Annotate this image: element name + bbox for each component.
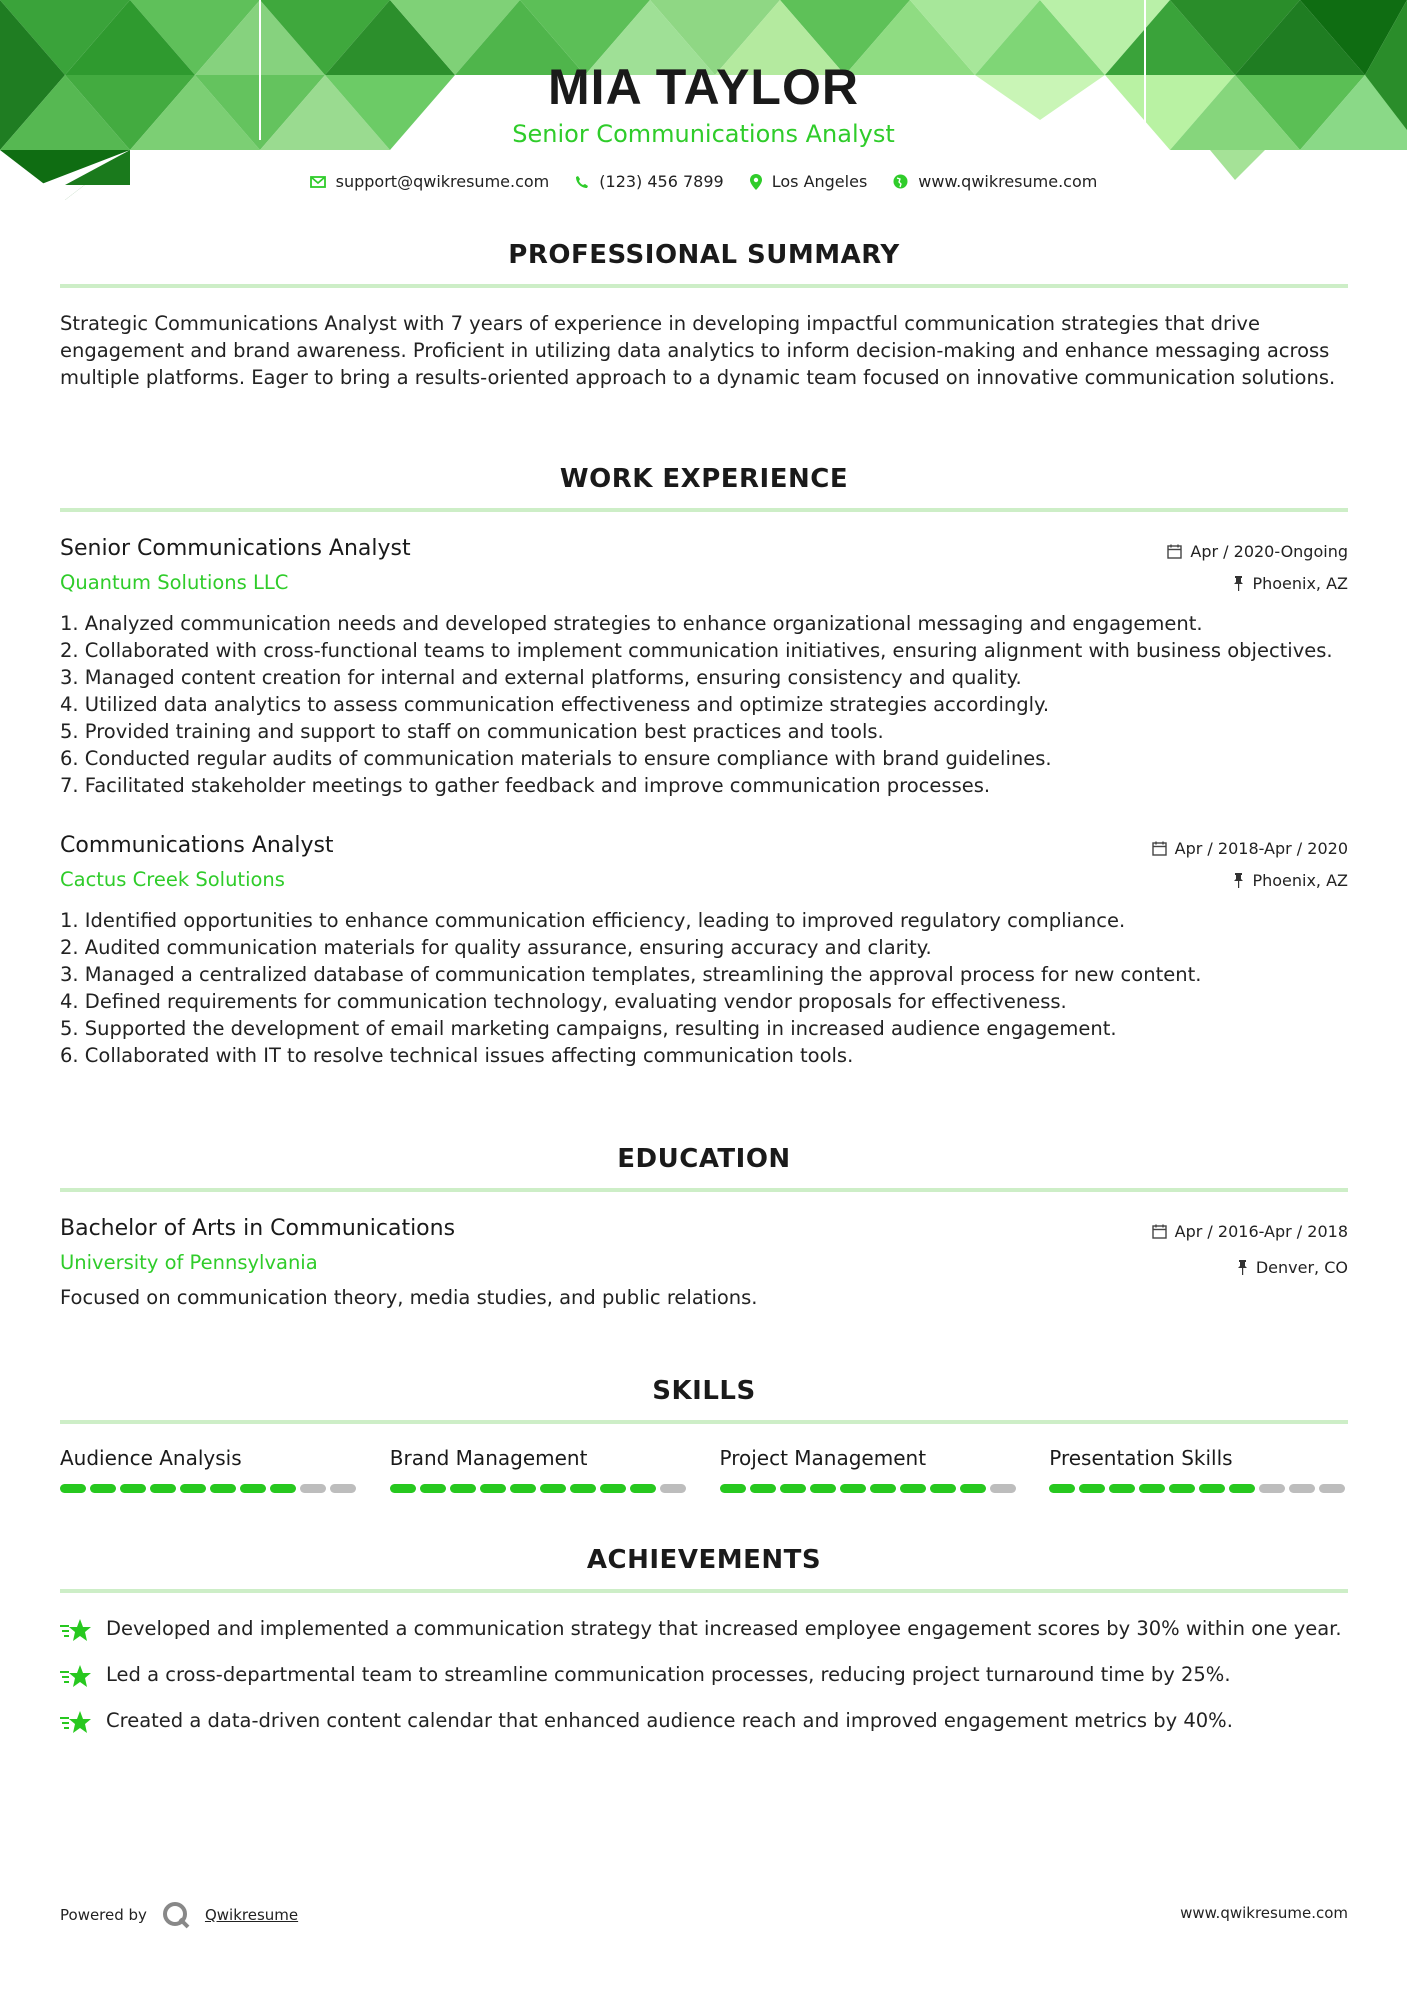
powered-by-label: Powered by	[60, 1906, 147, 1924]
rating-dot-filled	[270, 1484, 296, 1493]
footer-website[interactable]: www.qwikresume.com	[1180, 1904, 1348, 1922]
rating-dot-empty	[990, 1484, 1016, 1493]
rating-dot-filled	[930, 1484, 956, 1493]
achievements-list	[60, 1617, 1348, 1735]
rating-dot-filled	[810, 1484, 836, 1493]
skill-item	[390, 1446, 689, 1493]
list-item: 7. Facilitated stakeholder meetings to gather feedback and improve communication processes.	[60, 774, 991, 797]
star-icon	[60, 1617, 92, 1643]
achievement-item	[60, 1709, 1348, 1735]
degree-title: Bachelor of Arts in Communications	[60, 1216, 456, 1241]
rating-dot-empty	[1259, 1484, 1285, 1493]
phone-text: (123) 456 7899	[599, 172, 724, 191]
school-name: University of Pennsylvania	[60, 1251, 318, 1274]
calendar-icon	[1167, 544, 1182, 559]
job-entry	[60, 536, 1348, 799]
skill-rating	[390, 1484, 689, 1493]
rating-dot-filled	[570, 1484, 596, 1493]
pushpin-icon	[1237, 1260, 1248, 1275]
job-dates	[1167, 542, 1348, 561]
section-title: SKILLS	[652, 1376, 756, 1406]
contact-phone[interactable]	[575, 172, 723, 191]
section-title: EDUCATION	[617, 1144, 791, 1174]
candidate-role: Senior Communications Analyst	[512, 120, 895, 148]
rating-dot-filled	[1199, 1484, 1225, 1493]
list-item: 2. Collaborated with cross-functional teams to implement communication initiatives, ensuring alignment with business objectives.	[60, 639, 1333, 662]
section-divider	[60, 1589, 1348, 1593]
rating-dot-filled	[1229, 1484, 1255, 1493]
list-item: 6. Conducted regular audits of communication materials to ensure compliance with brand guidelines.	[60, 747, 1052, 770]
list-item: 2. Audited communication materials for quality assurance, ensuring accuracy and clarity.	[60, 936, 932, 959]
star-icon	[60, 1709, 92, 1735]
education-section	[60, 1144, 1348, 1309]
rating-dot-filled	[120, 1484, 146, 1493]
list-item: 6. Collaborated with IT to resolve technical issues affecting communication tools.	[60, 1044, 854, 1067]
achievement-item	[60, 1663, 1348, 1689]
education-description: Focused on communication theory, media studies, and public relations.	[60, 1286, 758, 1309]
contact-email[interactable]	[310, 172, 550, 191]
achievements-section	[60, 1545, 1348, 1735]
summary-section	[60, 240, 1348, 391]
rating-dot-filled	[630, 1484, 656, 1493]
company-name: Cactus Creek Solutions	[60, 868, 285, 891]
rating-dot-filled	[420, 1484, 446, 1493]
contact-website[interactable]	[893, 172, 1097, 191]
qwikresume-link[interactable]: Qwikresume	[204, 1906, 299, 1924]
skill-rating	[60, 1484, 359, 1493]
section-title: WORK EXPERIENCE	[559, 464, 849, 494]
rating-dot-filled	[840, 1484, 866, 1493]
job-dates	[1152, 839, 1348, 858]
rating-dot-filled	[510, 1484, 536, 1493]
calendar-icon	[1152, 841, 1167, 856]
rating-dot-empty	[300, 1484, 326, 1493]
job-entry	[60, 833, 1348, 1069]
achievement-text: Created a data-driven content calendar that enhanced audience reach and improved engagement metrics by 40%.	[106, 1709, 1233, 1732]
achievement-text: Led a cross-departmental team to streamline communication processes, reducing project turnaround time by 25%.	[106, 1663, 1231, 1686]
section-divider	[60, 1420, 1348, 1424]
rating-dot-filled	[240, 1484, 266, 1493]
job-bullets	[60, 907, 1348, 1069]
rating-dot-filled	[1139, 1484, 1165, 1493]
rating-dot-empty	[1289, 1484, 1315, 1493]
rating-dot-filled	[90, 1484, 116, 1493]
job-location	[1233, 574, 1348, 593]
rating-dot-filled	[780, 1484, 806, 1493]
education-location-text: Denver, CO	[1255, 1258, 1348, 1277]
map-pin-icon	[750, 174, 762, 190]
job-bullets	[60, 610, 1348, 799]
contact-location	[750, 172, 868, 191]
rating-dot-empty	[330, 1484, 356, 1493]
rating-dot-filled	[1049, 1484, 1075, 1493]
skills-section	[60, 1376, 1348, 1493]
skill-item	[720, 1446, 1019, 1493]
job-title: Communications Analyst	[60, 833, 334, 858]
section-title: PROFESSIONAL SUMMARY	[508, 240, 900, 270]
skill-name: Audience Analysis	[60, 1446, 242, 1470]
rating-dot-empty	[1319, 1484, 1345, 1493]
email-text: support@qwikresume.com	[335, 172, 550, 191]
rating-dot-filled	[390, 1484, 416, 1493]
rating-dot-filled	[750, 1484, 776, 1493]
rating-dot-filled	[600, 1484, 626, 1493]
skill-rating	[1049, 1484, 1348, 1493]
rating-dot-filled	[540, 1484, 566, 1493]
skill-item	[1049, 1446, 1348, 1493]
rating-dot-filled	[870, 1484, 896, 1493]
section-divider	[60, 508, 1348, 512]
pushpin-icon	[1233, 576, 1244, 591]
list-item: 5. Supported the development of email marketing campaigns, resulting in increased audience engagement.	[60, 1017, 1117, 1040]
achievement-item	[60, 1617, 1348, 1643]
location-text: Los Angeles	[771, 172, 868, 191]
rating-dot-filled	[210, 1484, 236, 1493]
star-icon	[60, 1663, 92, 1689]
rating-dot-filled	[1109, 1484, 1135, 1493]
rating-dot-filled	[720, 1484, 746, 1493]
list-item: 4. Defined requirements for communication technology, evaluating vendor proposals for effectiveness.	[60, 990, 1067, 1013]
job-title: Senior Communications Analyst	[60, 536, 411, 561]
rating-dot-filled	[1169, 1484, 1195, 1493]
rating-dot-filled	[900, 1484, 926, 1493]
job-location	[1233, 871, 1348, 890]
education-dates	[1152, 1222, 1348, 1241]
list-item: 5. Provided training and support to staff on communication best practices and tools.	[60, 720, 884, 743]
rating-dot-filled	[1079, 1484, 1105, 1493]
list-item: 1. Analyzed communication needs and developed strategies to enhance organizational messaging and engagement.	[60, 612, 1203, 635]
qwikresume-logo-icon	[161, 1900, 191, 1930]
section-divider	[60, 284, 1348, 288]
education-dates-text: Apr / 2016-Apr / 2018	[1174, 1222, 1348, 1241]
job-dates-text: Apr / 2018-Apr / 2020	[1174, 839, 1348, 858]
experience-section	[60, 464, 1348, 1069]
job-location-text: Phoenix, AZ	[1252, 871, 1348, 890]
rating-dot-filled	[60, 1484, 86, 1493]
company-name: Quantum Solutions LLC	[60, 571, 289, 594]
skill-item	[60, 1446, 359, 1493]
list-item: 3. Managed content creation for internal and external platforms, ensuring consistency and quality.	[60, 666, 1022, 689]
skill-rating	[720, 1484, 1019, 1493]
section-divider	[60, 1188, 1348, 1192]
education-entry	[60, 1216, 1348, 1309]
skill-name: Project Management	[719, 1446, 927, 1470]
skill-name: Brand Management	[389, 1446, 588, 1470]
phone-icon	[575, 175, 589, 189]
achievement-text: Developed and implemented a communication strategy that increased employee engagement scores by 30% within one year.	[106, 1617, 1342, 1640]
website-text: www.qwikresume.com	[918, 172, 1098, 191]
rating-dot-filled	[960, 1484, 986, 1493]
candidate-name: MIA TAYLOR	[548, 59, 859, 115]
footer	[60, 1900, 1348, 1930]
calendar-icon	[1152, 1224, 1167, 1239]
globe-icon	[893, 174, 908, 189]
rating-dot-filled	[480, 1484, 506, 1493]
list-item: 1. Identified opportunities to enhance communication efficiency, leading to improved regulatory compliance.	[60, 909, 1126, 932]
contact-bar	[0, 172, 1407, 191]
job-dates-text: Apr / 2020-Ongoing	[1190, 542, 1348, 561]
envelope-icon	[310, 176, 326, 188]
education-location	[1237, 1258, 1348, 1277]
summary-text: Strategic Communications Analyst with 7 years of experience in developing impactful communication strategies that drive engagement and brand awareness. Proficient in utilizing data analytics to inform decision-making and enhance messaging across multiple platforms. Eager to bring a results-oriented approach to a dynamic team focused on innovative communication solutions.	[60, 312, 1336, 389]
pushpin-icon	[1233, 873, 1244, 888]
list-item: 4. Utilized data analytics to assess communication effectiveness and optimize strategies accordingly.	[60, 693, 1050, 716]
rating-dot-filled	[450, 1484, 476, 1493]
skill-name: Presentation Skills	[1049, 1446, 1233, 1470]
footer-branding	[60, 1900, 1348, 1930]
job-location-text: Phoenix, AZ	[1252, 574, 1348, 593]
list-item: 3. Managed a centralized database of communication templates, streamlining the approval process for new content.	[60, 963, 1202, 986]
rating-dot-filled	[150, 1484, 176, 1493]
skills-row	[60, 1446, 1348, 1493]
rating-dot-filled	[180, 1484, 206, 1493]
rating-dot-empty	[660, 1484, 686, 1493]
section-title: ACHIEVEMENTS	[586, 1545, 822, 1575]
